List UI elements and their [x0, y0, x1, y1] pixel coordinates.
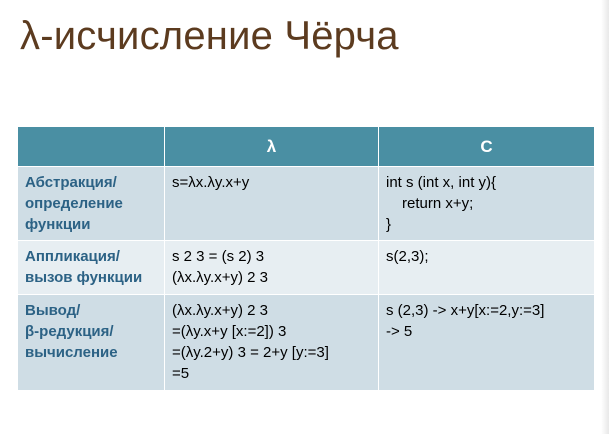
c-line: }	[386, 216, 392, 233]
header-corner	[18, 127, 165, 167]
header-lambda: λ	[165, 127, 379, 167]
c-line: -> 5	[386, 323, 413, 340]
comparison-table	[17, 126, 595, 391]
lambda-line: (λx.λy.x+y) 2 3	[172, 302, 268, 319]
table-row-application	[18, 241, 595, 295]
slide-edge-shadow	[601, 0, 609, 434]
row-label-abstraction	[18, 167, 165, 241]
lambda-line: =5	[172, 365, 190, 382]
row-label-line: определение	[25, 195, 123, 212]
cell-c-reduction	[379, 295, 595, 391]
cell-lambda-reduction	[165, 295, 379, 391]
cell-lambda-application	[165, 241, 379, 295]
c-line: s(2,3);	[386, 248, 429, 265]
row-label-line: Аппликация/	[25, 248, 120, 265]
lambda-line: =(λy.x+y [x:=2]) 3	[172, 323, 287, 340]
cell-c-abstraction	[379, 167, 595, 241]
cell-c-application	[379, 241, 595, 295]
c-line: s (2,3) -> x+y[x:=2,y:=3]	[386, 302, 545, 319]
slide-title: λ-исчисление Чёрча	[20, 14, 399, 58]
row-label-line: β-редукция/	[25, 323, 114, 340]
cell-lambda-abstraction	[165, 167, 379, 241]
header-c: C	[379, 127, 595, 167]
row-label-reduction	[18, 295, 165, 391]
c-line: return x+y;	[402, 195, 474, 212]
row-label-line: вычисление	[25, 344, 118, 361]
table-row-reduction	[18, 295, 595, 391]
row-label-line: Абстракция/	[25, 174, 117, 191]
row-label-line: Вывод/	[25, 302, 81, 319]
lambda-line: =(λy.2+y) 3 = 2+y [y:=3]	[172, 344, 329, 361]
row-label-line: функции	[25, 216, 91, 233]
c-line: int s (int x, int y){	[386, 174, 497, 191]
lambda-line: s=λx.λy.x+y	[172, 174, 250, 191]
lambda-line: (λx.λy.x+y) 2 3	[172, 269, 268, 286]
row-label-application	[18, 241, 165, 295]
row-label-line: вызов функции	[25, 269, 143, 286]
table-header-row	[18, 127, 595, 167]
lambda-line: s 2 3 = (s 2) 3	[172, 248, 265, 265]
table-row-abstraction	[18, 167, 595, 241]
